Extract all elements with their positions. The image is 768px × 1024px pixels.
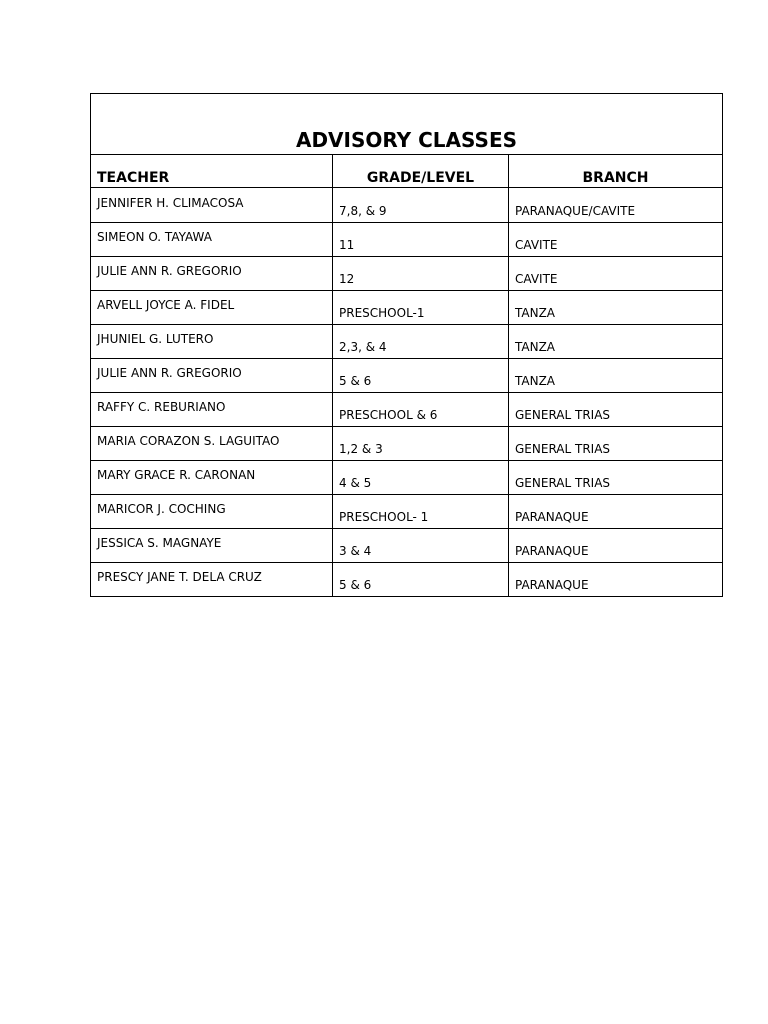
- header-teacher: TEACHER: [91, 155, 333, 188]
- grade-level-cell: 7,8, & 9: [333, 188, 509, 223]
- branch-cell: TANZA: [509, 325, 723, 359]
- branch-cell: GENERAL TRIAS: [509, 393, 723, 427]
- teacher-cell: MARIA CORAZON S. LAGUITAO: [91, 427, 333, 461]
- header-grade-level: GRADE/LEVEL: [333, 155, 509, 188]
- table-row: [91, 188, 723, 223]
- table-row: [91, 563, 723, 597]
- grade-level-cell: 12: [333, 257, 509, 291]
- branch-cell: CAVITE: [509, 223, 723, 257]
- branch-cell: TANZA: [509, 359, 723, 393]
- grade-level-cell: 5 & 6: [333, 359, 509, 393]
- teacher-cell: SIMEON O. TAYAWA: [91, 223, 333, 257]
- teacher-cell: JHUNIEL G. LUTERO: [91, 325, 333, 359]
- grade-level-cell: 2,3, & 4: [333, 325, 509, 359]
- table-row: [91, 359, 723, 393]
- teacher-cell: RAFFY C. REBURIANO: [91, 393, 333, 427]
- teacher-cell: MARICOR J. COCHING: [91, 495, 333, 529]
- branch-cell: PARANAQUE: [509, 495, 723, 529]
- table-row: [91, 461, 723, 495]
- grade-level-cell: 4 & 5: [333, 461, 509, 495]
- advisory-classes-table: [90, 93, 723, 597]
- grade-level-cell: 5 & 6: [333, 563, 509, 597]
- grade-level-cell: PRESCHOOL- 1: [333, 495, 509, 529]
- table-row: [91, 325, 723, 359]
- teacher-cell: JULIE ANN R. GREGORIO: [91, 359, 333, 393]
- branch-cell: PARANAQUE: [509, 563, 723, 597]
- table-row: [91, 529, 723, 563]
- table-row: [91, 223, 723, 257]
- teacher-cell: JULIE ANN R. GREGORIO: [91, 257, 333, 291]
- teacher-cell: ARVELL JOYCE A. FIDEL: [91, 291, 333, 325]
- title-row: [91, 94, 723, 155]
- table-title: ADVISORY CLASSES: [91, 94, 723, 155]
- branch-cell: PARANAQUE/CAVITE: [509, 188, 723, 223]
- table-row: [91, 291, 723, 325]
- branch-cell: GENERAL TRIAS: [509, 427, 723, 461]
- grade-level-cell: 3 & 4: [333, 529, 509, 563]
- header-row: [91, 155, 723, 188]
- table-row: [91, 427, 723, 461]
- table-row: [91, 257, 723, 291]
- branch-cell: TANZA: [509, 291, 723, 325]
- teacher-cell: JENNIFER H. CLIMACOSA: [91, 188, 333, 223]
- grade-level-cell: PRESCHOOL & 6: [333, 393, 509, 427]
- branch-cell: GENERAL TRIAS: [509, 461, 723, 495]
- grade-level-cell: 11: [333, 223, 509, 257]
- teacher-cell: MARY GRACE R. CARONAN: [91, 461, 333, 495]
- grade-level-cell: PRESCHOOL-1: [333, 291, 509, 325]
- branch-cell: PARANAQUE: [509, 529, 723, 563]
- header-branch: BRANCH: [509, 155, 723, 188]
- branch-cell: CAVITE: [509, 257, 723, 291]
- document-sheet: [90, 93, 722, 597]
- teacher-cell: JESSICA S. MAGNAYE: [91, 529, 333, 563]
- table-row: [91, 495, 723, 529]
- table-row: [91, 393, 723, 427]
- teacher-cell: PRESCY JANE T. DELA CRUZ: [91, 563, 333, 597]
- grade-level-cell: 1,2 & 3: [333, 427, 509, 461]
